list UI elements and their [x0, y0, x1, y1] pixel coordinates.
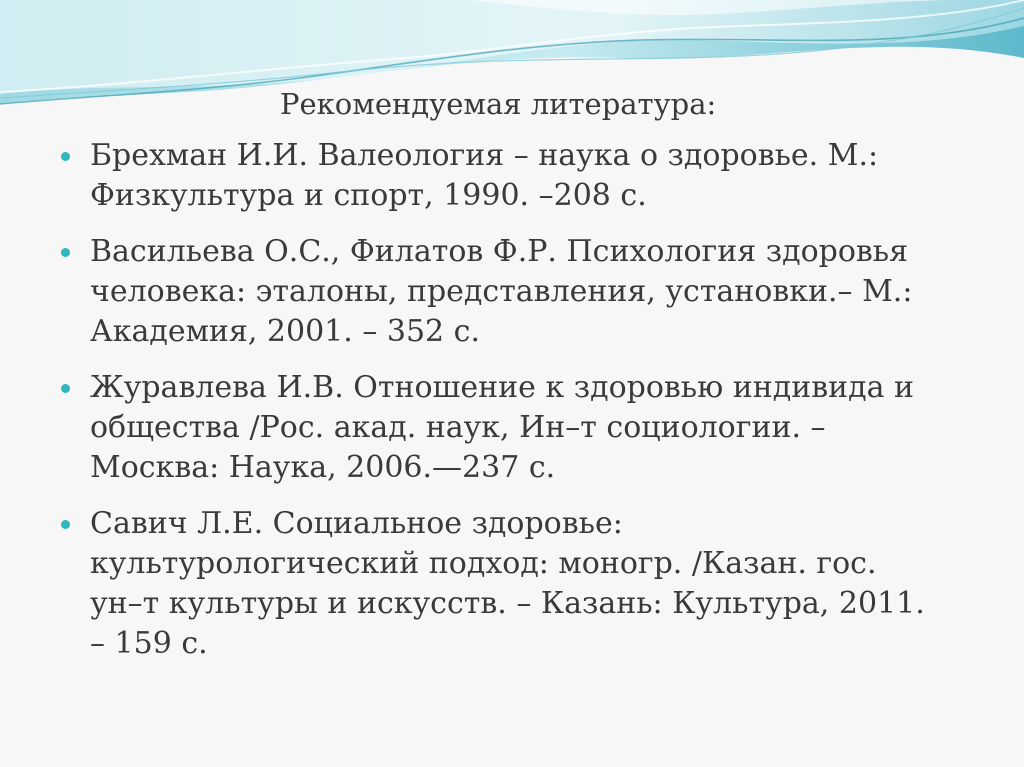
reference-line: Брехман И.И. Валеология – наука о здоровье. М.:: [90, 138, 879, 173]
reference-item: [0, 504, 1024, 664]
slide-heading: Рекомендуемая литература:: [280, 87, 717, 121]
reference-item: [0, 368, 1024, 488]
reference-item: [0, 136, 1024, 216]
reference-line: Журавлева И.В. Отношение к здоровью индивида и: [90, 370, 915, 405]
reference-line: человека: эталоны, представления, установки.– М.:: [90, 274, 913, 309]
reference-item: [0, 232, 1024, 352]
reference-line: Москва: Наука, 2006.—237 с.: [90, 450, 556, 485]
reference-list: [0, 136, 1024, 680]
reference-line: общества /Рос. акад. наук, Ин–т социологии. –: [90, 410, 826, 445]
bullet-icon: [61, 152, 70, 161]
bullet-icon: [61, 520, 70, 529]
bullet-icon: [61, 248, 70, 257]
reference-line: Физкультура и спорт, 1990. –208 с.: [90, 178, 647, 213]
reference-line: ун–т культуры и искусств. – Казань: Культура, 2011.: [90, 586, 925, 621]
reference-line: – 159 с.: [90, 626, 208, 661]
bullet-icon: [61, 384, 70, 393]
reference-line: Васильева О.С., Филатов Ф.Р. Психология здоровья: [90, 234, 909, 269]
reference-line: культурологический подход: моногр. /Казан. гос.: [90, 546, 877, 581]
reference-line: Савич Л.Е. Социальное здоровье:: [90, 506, 623, 541]
reference-line: Академия, 2001. – 352 с.: [90, 314, 480, 349]
